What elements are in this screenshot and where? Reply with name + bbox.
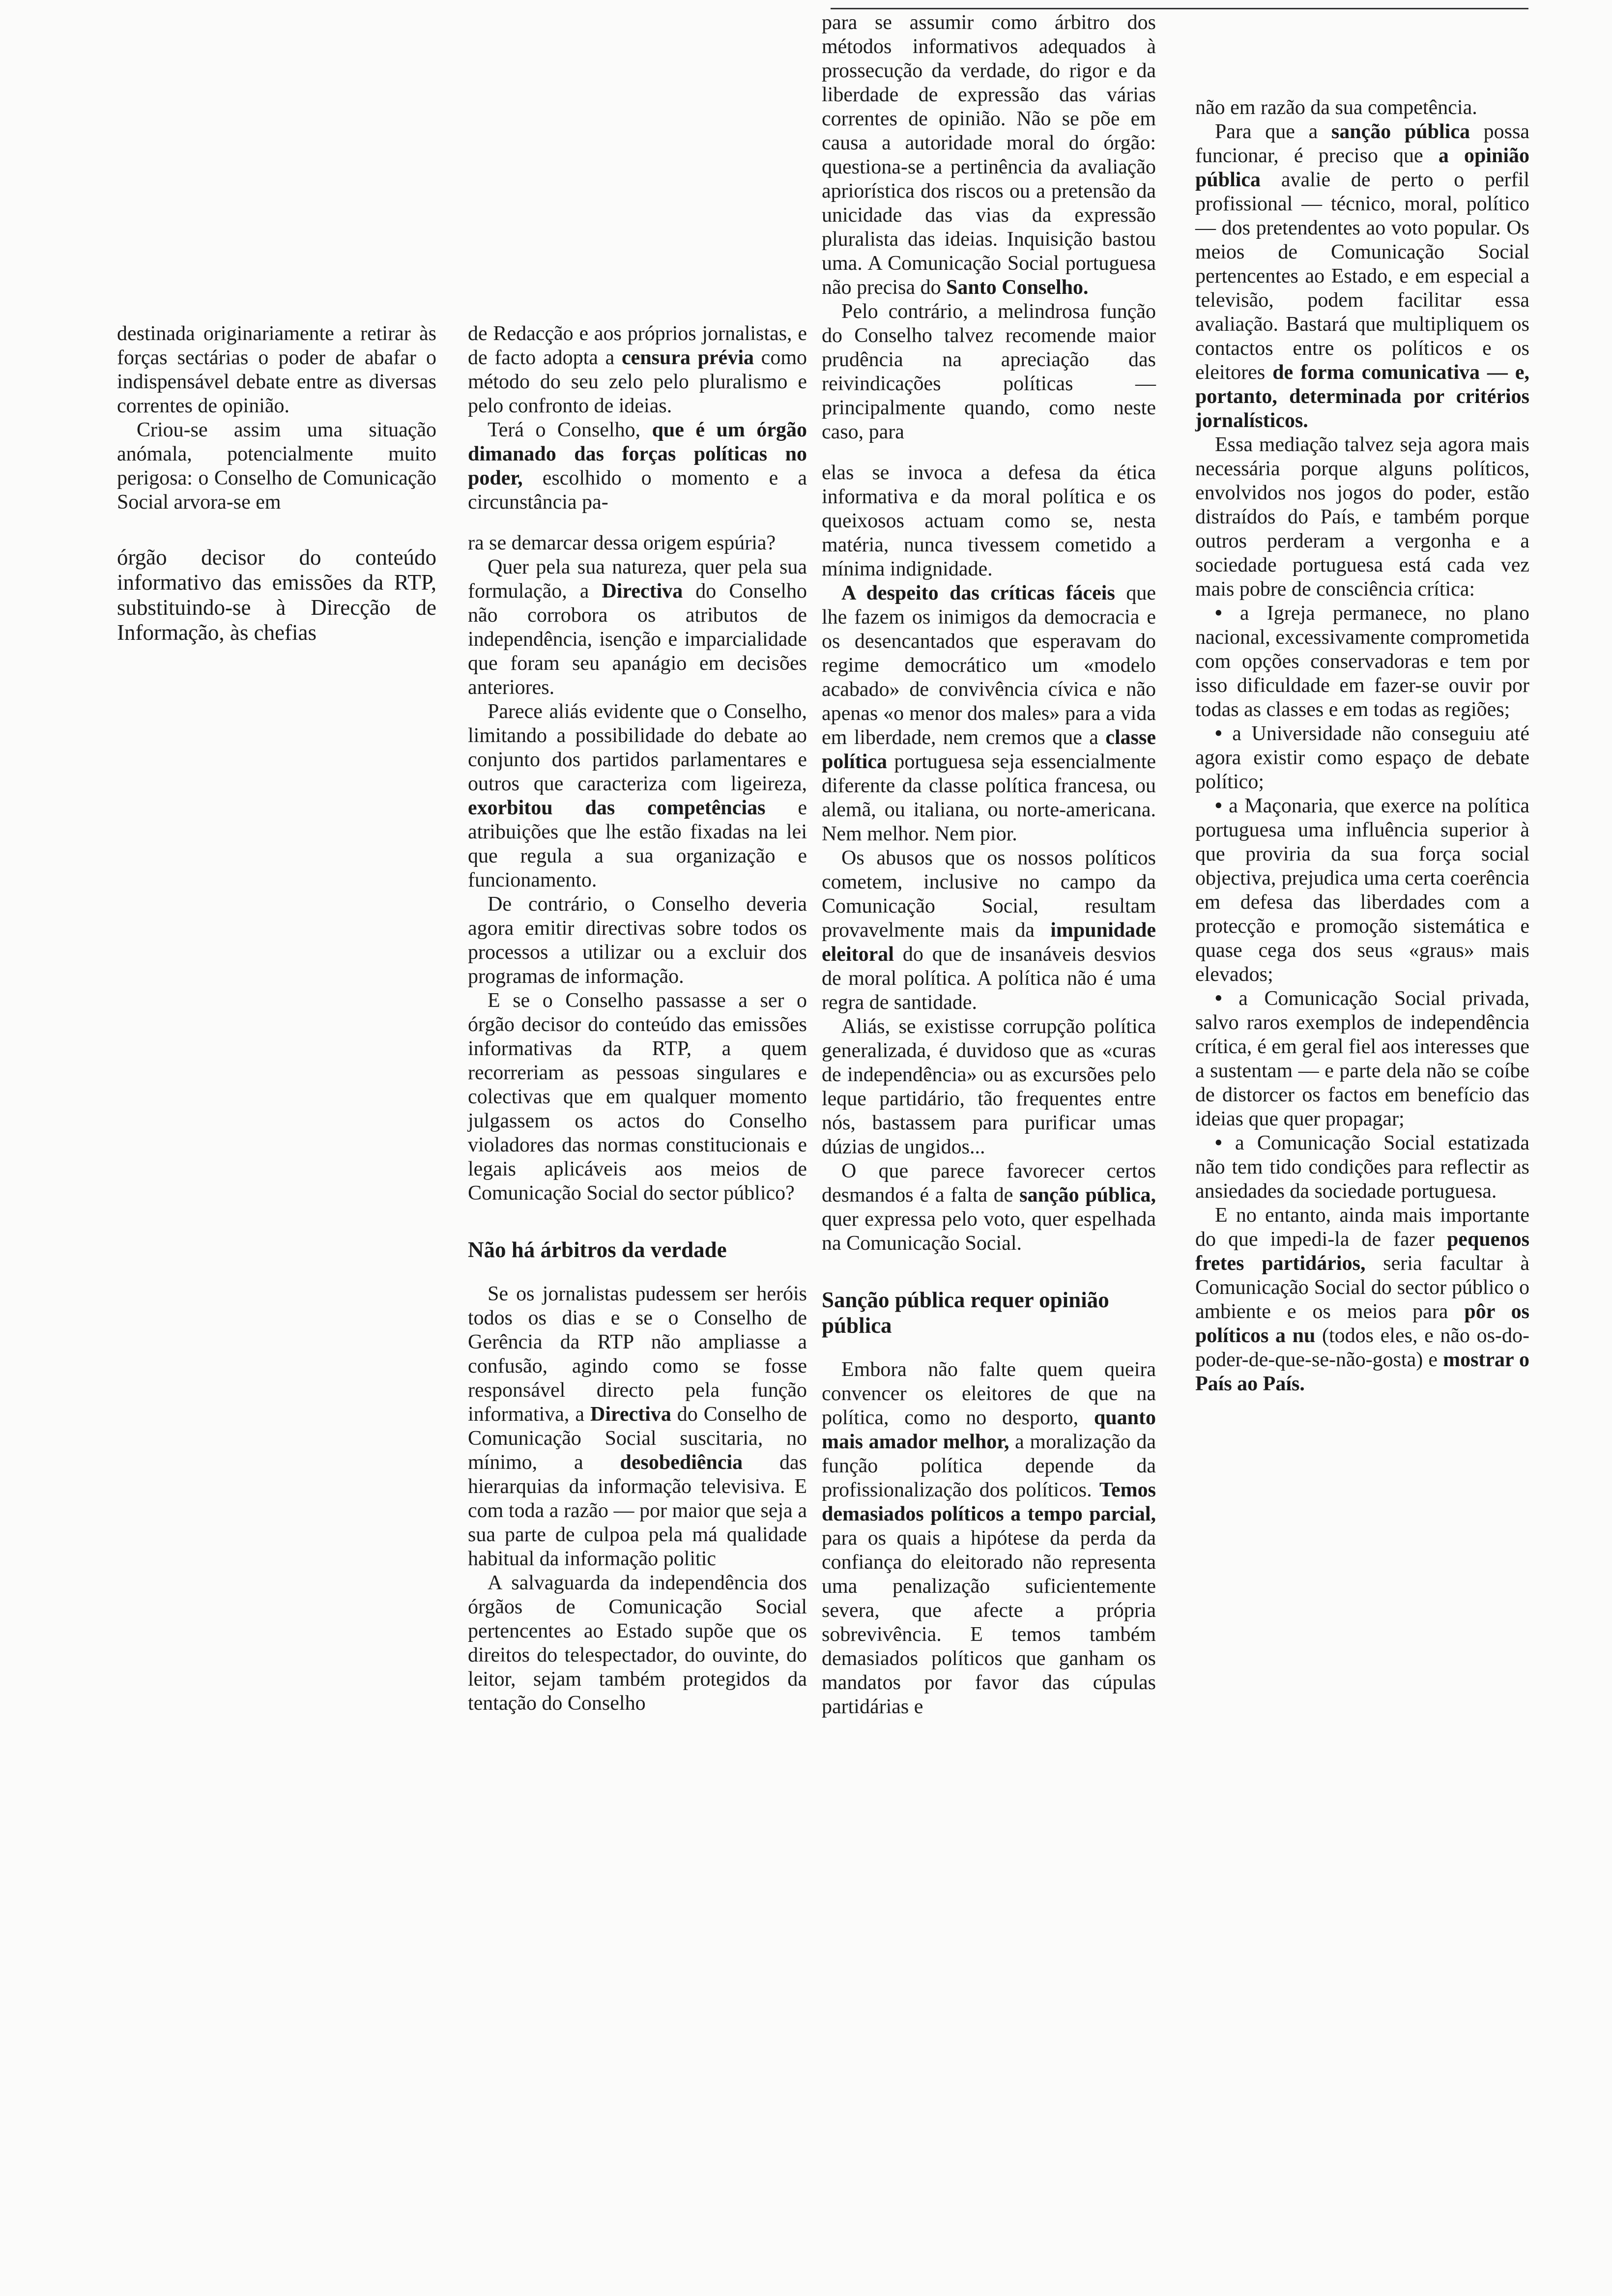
paragraph: Os abusos que os nossos políticos cometem, inclusive no campo da Comunicação Social, resultam provavelmente mais da impunidade eleitoral do que de insanáveis desvios de moral política. A política não é uma regra de santidade.: [822, 847, 1156, 1014]
paragraph: Embora não falte quem queira convencer os eleitores de que na política, como no desporto, quanto mais amador melhor, a moralização da função política depende da profissionalização dos políticos. Temos demasiados políticos a tempo parcial, para os quais a hipótese da perda da confiança do eleitorado não representa uma penalização suficientemente severa, que afecte a própria sobrevivência. E temos também demasiados políticos que ganham os mandatos por favor das cúpulas partidárias e: [822, 1358, 1156, 1718]
paragraph: O que parece favorecer certos desmandos é a falta de sanção pública, quer expressa pelo voto, quer espelhada na Comunicação Social.: [822, 1160, 1156, 1255]
paragraph: Pelo contrário, a melindrosa função do Conselho talvez recomende maior prudência na apreciação das reivindicações políticas — principalmente quando, como neste caso, para: [822, 300, 1156, 443]
paragraph: A salvaguarda da independência dos órgãos de Comunicação Social pertencentes ao Estado supõe que os direitos do telespectador, do ouvinte, do leitor, sejam também protegidos da tentação do Conselho: [468, 1572, 807, 1715]
paragraph: Aliás, se existisse corrupção política generalizada, é duvidoso que as «curas de independência» ou as excursões pelo leque partidário, tão frequentes entre nós, bastassem para purificar umas dúzias de ungidos...: [822, 1015, 1156, 1158]
paragraph: Quer pela sua natureza, quer pela sua formulação, a Directiva do Conselho não corrobora os atributos de independência, isenção e imparcialidade que foram seu apanágio em decisões anteriores.: [468, 556, 807, 699]
paragraph: órgão decisor do conteúdo informativo das emissões da RTP, substituindo-se à Direcção de Informação, às chefias: [117, 545, 436, 645]
column-2: [468, 322, 807, 1716]
paragraph: não em razão da sua competência.: [1195, 96, 1477, 119]
paragraph: Parece aliás evidente que o Conselho, limitando a possibilidade do debate ao conjunto dos partidos parlamentares e outros que caracteriza com ligeireza, exorbitou das competências e atribuições que lhe estão fixadas na lei que regula a sua organização e funcionamento.: [468, 700, 807, 891]
section-heading: Não há árbitros da verdade: [468, 1237, 727, 1262]
paragraph: Terá o Conselho, que é um órgão dimanado das forças políticas no poder, escolhido o momento e a circunstância pa-: [468, 419, 807, 514]
paragraph: destinada originariamente a retirar às forças sectárias o poder de abafar o indispensável debate entre as diversas correntes de opinião.: [117, 322, 436, 417]
column-4: [1195, 96, 1529, 1396]
bullet-item: • a Comunicação Social privada, salvo raros exemplos de independência crítica, é em geral fiel aos interesses que a sustentam — e parte dela não se coíbe de distorcer os factos em benefício das ideias que quer propagar;: [1195, 987, 1529, 1131]
top-rule: [831, 8, 1528, 9]
paragraph: Se os jornalistas pudessem ser heróis todos os dias e se o Conselho de Gerência da RTP não ampliasse a confusão, agindo como se fosse responsável directo pela função informativa, a Directiva do Conselho de Comunicação Social suscitaria, no mínimo, a desobediência das hierarquias da informação televisiva. E com toda a razão — por maior que seja a sua parte de culpoa pela má qualidade habitual da informação politic: [468, 1283, 807, 1570]
paragraph: de Redacção e aos próprios jornalistas, e de facto adopta a censura prévia como método do seu zelo pelo pluralismo e pelo confronto de ideias.: [468, 322, 807, 417]
paragraph: ra se demarcar dessa origem espúria?: [468, 532, 776, 554]
paragraph: Criou-se assim uma situação anómala, potencialmente muito perigosa: o Conselho de Comunicação Social arvora-se em: [117, 419, 436, 514]
column-1: [117, 322, 436, 645]
paragraph: Para que a sanção pública possa funcionar, é preciso que a opinião pública avalie de perto o perfil profissional — técnico, moral, político — dos pretendentes ao voto popular. Os meios de Comunicação Social pertencentes ao Estado, e em especial a televisão, podem facilitar essa avaliação. Bastará que multipliquem os contactos entre os políticos e os eleitores de forma comunicativa — e, portanto, determinada por critérios jornalísticos.: [1195, 120, 1529, 432]
paragraph: De contrário, o Conselho deveria agora emitir directivas sobre todos os processos a utilizar ou a excluir dos programas de informação.: [468, 893, 807, 988]
paragraph: E se o Conselho passasse a ser o órgão decisor do conteúdo das emissões informativas da RTP, a quem recorreriam as pessoas singulares e colectivas que em qualquer momento julgassem os actos do Conselho violadores das normas constitucionais e legais aplicáveis aos meios de Comunicação Social do sector público?: [468, 989, 807, 1205]
paragraph: A despeito das críticas fáceis que lhe fazem os inimigos da democracia e os desencantados que esperavam do regime democrático um «modelo acabado» de convivência cívica e não apenas «o menor dos males» para a vida em liberdade, nem cremos que a classe política portuguesa seja essencialmente diferente da classe política francesa, ou alemã, ou italiana, ou norte-americana. Nem melhor. Nem pior.: [822, 582, 1156, 845]
paragraph: elas se invoca a defesa da ética informativa e da moral política e os queixosos actuam como se, nesta matéria, nunca tivessem cometido a mínima indignidade.: [822, 461, 1156, 580]
paragraph: Essa mediação talvez seja agora mais necessária porque alguns políticos, envolvidos nos jogos do poder, estão distraídos do País, e também porque outros perderam a vergonha e a sociedade portuguesa está cada vez mais pobre de consciência crítica:: [1195, 433, 1529, 601]
bullet-item: • a Comunicação Social estatizada não tem tido condições para reflectir as ansiedades da sociedade portuguesa.: [1195, 1131, 1529, 1204]
bullet-item: • a Universidade não conseguiu até agora existir como espaço de debate político;: [1195, 722, 1529, 794]
paragraph: para se assumir como árbitro dos métodos informativos adequados à prossecução da verdade, do rigor e da liberdade de expressão das várias correntes de opinião. Não se põe em causa a autoridade moral do órgão: questiona-se a pertinência da avaliação apriorística dos riscos ou a pretensão da unicidade das vias da expressão pluralista das ideias. Inquisição bastou uma. A Comunicação Social portuguesa não precisa do Santo Conselho.: [822, 11, 1156, 299]
column-3: [822, 11, 1156, 1719]
bullet-item: • a Igreja permanece, no plano nacional, excessivamente comprometida com opções conservadoras e tem por isso dificuldade em fazer-se ouvir por todas as classes e em todas as regiões;: [1195, 602, 1529, 722]
section-heading: Sanção pública requer opinião pública: [822, 1288, 1109, 1338]
paragraph: E no entanto, ainda mais importante do que impedi-la de fazer pequenos fretes partidários, seria facultar à Comunicação Social do sector público o ambiente e os meios para pôr os políticos a nu (todos eles, e não os-do-poder-de-que-se-não-gosta) e mostrar o País ao País.: [1195, 1204, 1529, 1395]
bullet-item: • a Maçonaria, que exerce na política portuguesa uma influência superior à que proviria da sua força social objectiva, prejudica uma certa coerência em defesa das liberdades com a protecção e promoção sistemática e quase cega dos seus «graus» mais elevados;: [1195, 794, 1529, 987]
